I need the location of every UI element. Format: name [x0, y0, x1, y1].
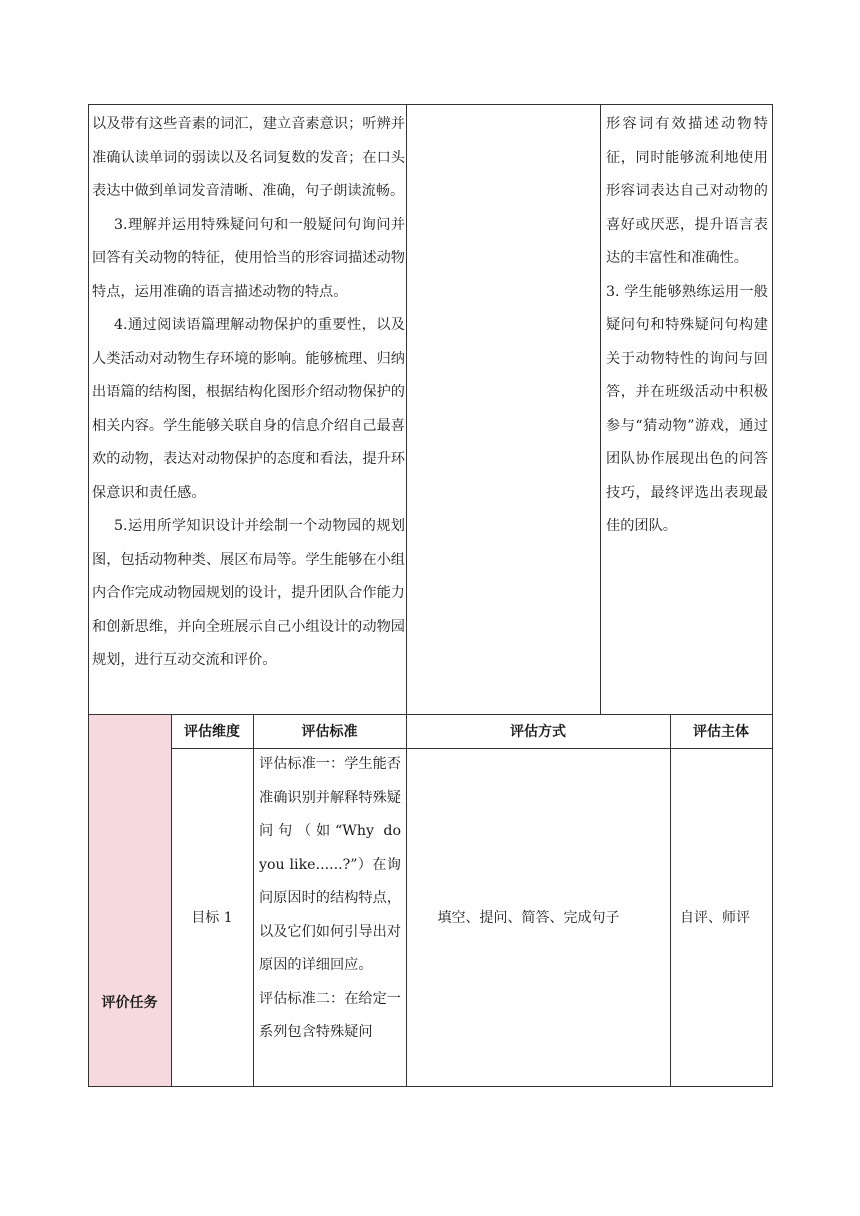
- goals-paragraph: 5.运用所学知识设计并绘制一个动物园的规划图，包括动物种类、展区布局等。学生能够在小组内合作完成动物园规划的设计，提升团队合作能力和创新思维，并向全班展示自己小组设计的动物园规划，进行互动交流和评价。: [92, 518, 405, 668]
- goals-paragraph: 以及带有这些音素的词汇，建立音素意识；听辨并准确认读单词的弱读以及名词复数的发音；在口头表达中做到单词发音清晰、准确，句子朗读流畅。: [92, 116, 405, 199]
- middle-empty-cell: [407, 104, 598, 714]
- border-header-bottom: [171, 748, 773, 749]
- standard-paragraph: 评估标准二：在给定一系列包含特殊疑问: [259, 990, 401, 1040]
- outcomes-paragraph: 形容词有效描述动物特征，同时能够流利地使用形容词表达自己对动物的喜好或厌恶，提升语言表达的丰富性和准确性。: [606, 116, 768, 266]
- border-top-col1: [406, 104, 407, 714]
- outcomes-paragraph: 3. 学生能够熟练运用一般疑问句和特殊疑问句构建关于动物特性的询问与回答，并在班级活动中积极参与“猜动物”游戏，通过团队协作展现出色的问答技巧，最终评选出表现最佳的团队。: [606, 283, 768, 534]
- border-eval-col4: [670, 714, 671, 1086]
- row1-subject: 自评、师评: [680, 910, 750, 926]
- eval-section-label: 评价任务: [101, 995, 158, 1011]
- goals-paragraph: 4.通过阅读语篇理解动物保护的重要性，以及人类活动对动物生存环境的影响。能够梳理、归纳出语篇的结构图，根据结构化图形介绍动物保护的相关内容。学生能够关联自身的信息介绍自己最喜欢的动物，表达对动物保护的态度和看法，提升环保意识和责任感。: [92, 317, 405, 501]
- border-eval-col3: [406, 714, 407, 1086]
- goals-paragraph: 3.理解并运用特殊疑问句和一般疑问句询问并回答有关动物的特征，使用恰当的形容词描述动物特点，运用准确的语言描述动物的特点。: [92, 216, 405, 300]
- border-eval-col1: [171, 714, 172, 1086]
- header-subject: 评估主体: [693, 724, 749, 740]
- eval-label-cell-bg: [88, 714, 171, 1086]
- border-top-col2: [600, 104, 601, 714]
- standard-paragraph: 评估标准一：学生能否准确识别并解释特殊疑问句（如“Why do you like......?”）在询问原因时的结构特点，以及它们如何引导出对原因的详细回应。: [259, 756, 401, 973]
- goals-cell: [92, 104, 405, 714]
- row1-method: 填空、提问、简答、完成句子: [437, 910, 620, 926]
- border-bottom: [88, 1086, 773, 1087]
- border-right: [772, 104, 773, 1087]
- border-eval-col2: [253, 714, 254, 1086]
- row1-dimension: 目标 1: [191, 910, 233, 926]
- border-left: [88, 104, 89, 1087]
- outcomes-cell: [606, 104, 768, 714]
- header-dimension: 评估维度: [184, 724, 240, 740]
- header-method: 评估方式: [510, 724, 566, 740]
- header-standard: 评估标准: [301, 724, 358, 740]
- border-top: [88, 104, 773, 105]
- row1-standard: [259, 748, 401, 1086]
